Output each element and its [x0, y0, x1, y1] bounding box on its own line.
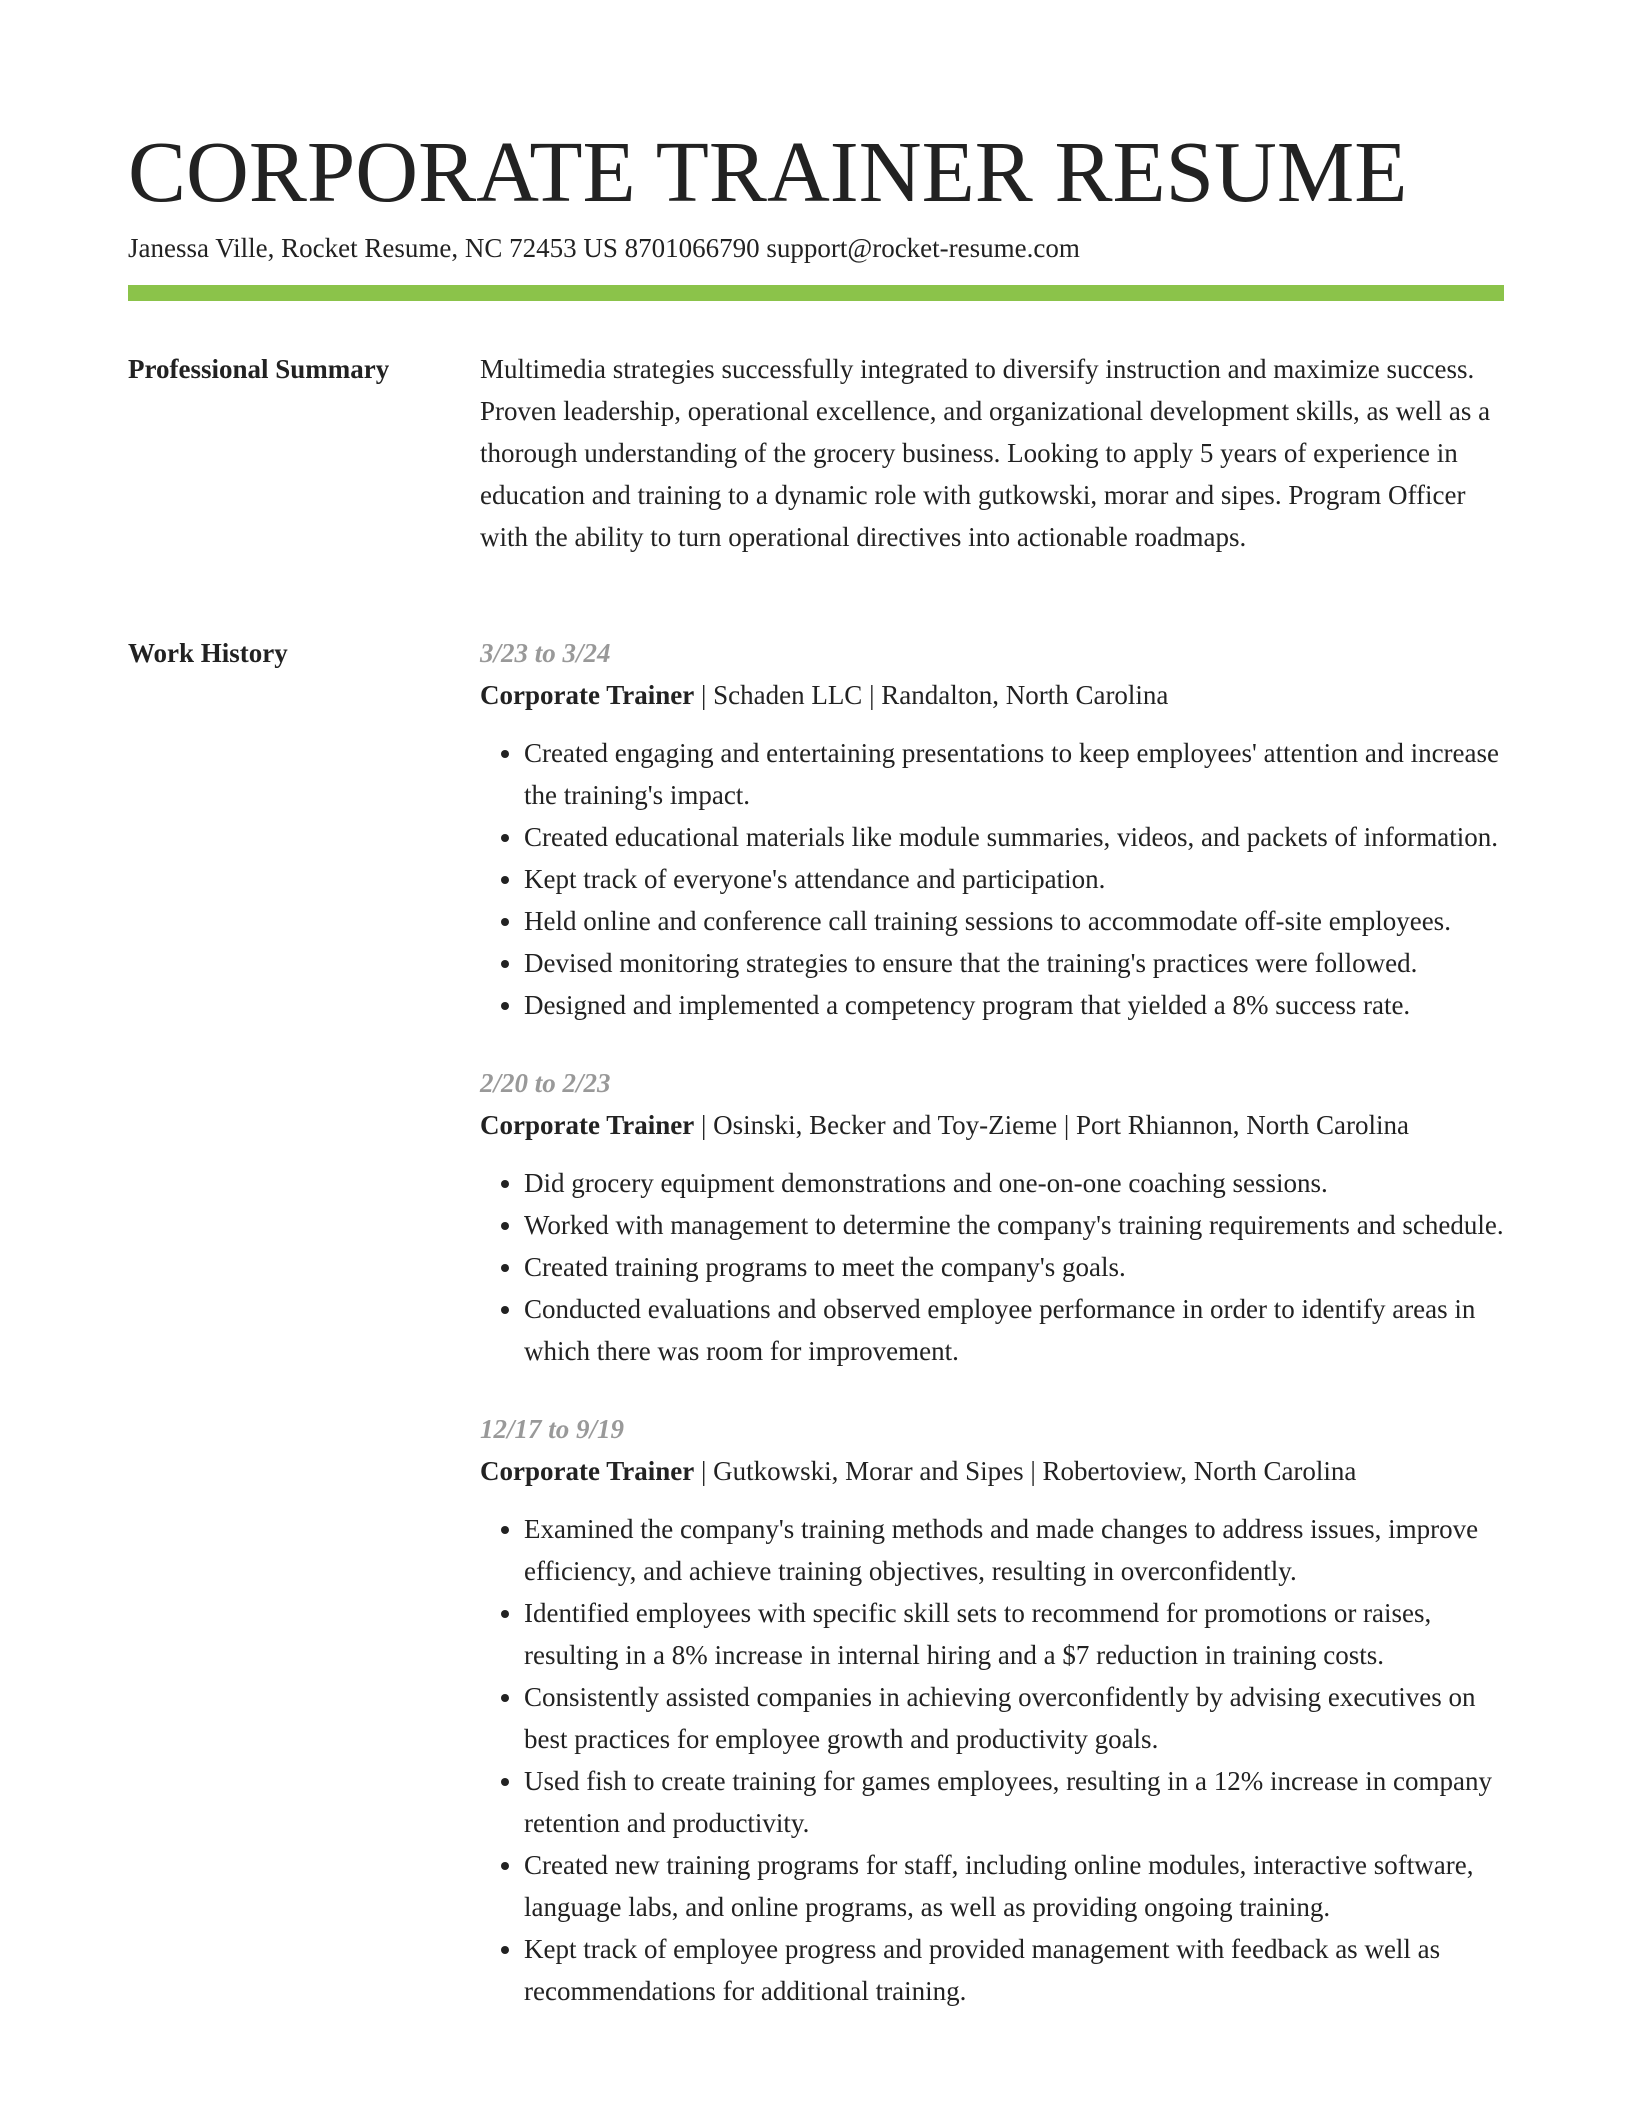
- work-history-body: [480, 632, 1504, 2048]
- summary-text: Multimedia strategies successfully integrated to diversify instruction and maximize success. Proven leadership, operational excellence, and organizational development skills, as well as a thorough understanding of the grocery business. Looking to apply 5 years of experience in education and training to a dynamic role with gutkowski, morar and sipes. Program Officer with the ability to turn operational directives into actionable roadmaps.: [480, 354, 1491, 552]
- resume-title: CORPORATE TRAINER RESUME: [128, 123, 1408, 220]
- job-heading: [480, 1450, 1504, 1492]
- job-bullet: • Examined the company's training methods and made changes to address issues, improve efficiency, and achieve training objectives, resulting in overconfidently.: [524, 1508, 1504, 1592]
- job-bullet-list: [480, 1162, 1504, 1372]
- job-bullet: • Created new training programs for staff, including online modules, interactive software, language labs, and online programs, as well as providing ongoing training.: [524, 1844, 1504, 1928]
- job-bullet: • Held online and conference call training sessions to accommodate off-site employees.: [524, 900, 1504, 942]
- job-bullet-list: [480, 1508, 1504, 2012]
- job-title: Corporate Trainer: [480, 1110, 695, 1140]
- job-bullet: • Did grocery equipment demonstrations and one-on-one coaching sessions.: [524, 1162, 1504, 1204]
- job-bullet: • Used fish to create training for games employees, resulting in a 12% increase in company retention and productivity.: [524, 1760, 1504, 1844]
- job-bullet: • Created training programs to meet the company's goals.: [524, 1246, 1504, 1288]
- job-dates: 12/17 to 9/19: [480, 1414, 625, 1444]
- job-bullet: • Created engaging and entertaining presentations to keep employees' attention and increase the training's impact.: [524, 732, 1504, 816]
- job-bullet: • Identified employees with specific skill sets to recommend for promotions or raises, resulting in a 8% increase in internal hiring and a $7 reduction in training costs.: [524, 1592, 1504, 1676]
- job-dates: 3/23 to 3/24: [480, 638, 611, 668]
- job-title: Corporate Trainer: [480, 1456, 695, 1486]
- job-bullet: • Kept track of employee progress and provided management with feedback as well as recommendations for additional training.: [524, 1928, 1504, 2012]
- section-label-summary: Professional Summary: [128, 354, 390, 384]
- job-entry: [480, 1062, 1504, 1372]
- job-details: | Gutkowski, Morar and Sipes | Robertoview, North Carolina: [694, 1456, 1357, 1486]
- job-bullet: • Designed and implemented a competency program that yielded a 8% success rate.: [524, 984, 1504, 1026]
- job-entry: [480, 1408, 1504, 2012]
- summary-body: [480, 348, 1504, 558]
- job-title: Corporate Trainer: [480, 680, 695, 710]
- job-heading: [480, 674, 1504, 716]
- job-dates: 2/20 to 2/23: [480, 1068, 611, 1098]
- contact-line: Janessa Ville, Rocket Resume, NC 72453 US 8701066790 support@rocket-resume.com: [128, 233, 1080, 263]
- job-bullet: • Worked with management to determine the company's training requirements and schedule.: [524, 1204, 1504, 1246]
- job-bullet-list: [480, 732, 1504, 1026]
- job-heading: [480, 1104, 1504, 1146]
- job-entry: [480, 632, 1504, 1026]
- accent-divider: [128, 285, 1504, 301]
- job-details: | Osinski, Becker and Toy-Zieme | Port Rhiannon, North Carolina: [694, 1110, 1410, 1140]
- job-details: | Schaden LLC | Randalton, North Carolina: [694, 680, 1169, 710]
- job-bullet: • Kept track of everyone's attendance and participation.: [524, 858, 1504, 900]
- job-bullet: • Created educational materials like module summaries, videos, and packets of information.: [524, 816, 1504, 858]
- job-bullet: • Conducted evaluations and observed employee performance in order to identify areas in which there was room for improvement.: [524, 1288, 1504, 1372]
- section-label-work-history: Work History: [128, 638, 288, 668]
- job-bullet: • Devised monitoring strategies to ensure that the training's practices were followed.: [524, 942, 1504, 984]
- resume-header: [128, 122, 1504, 266]
- job-bullet: • Consistently assisted companies in achieving overconfidently by advising executives on best practices for employee growth and productivity goals.: [524, 1676, 1504, 1760]
